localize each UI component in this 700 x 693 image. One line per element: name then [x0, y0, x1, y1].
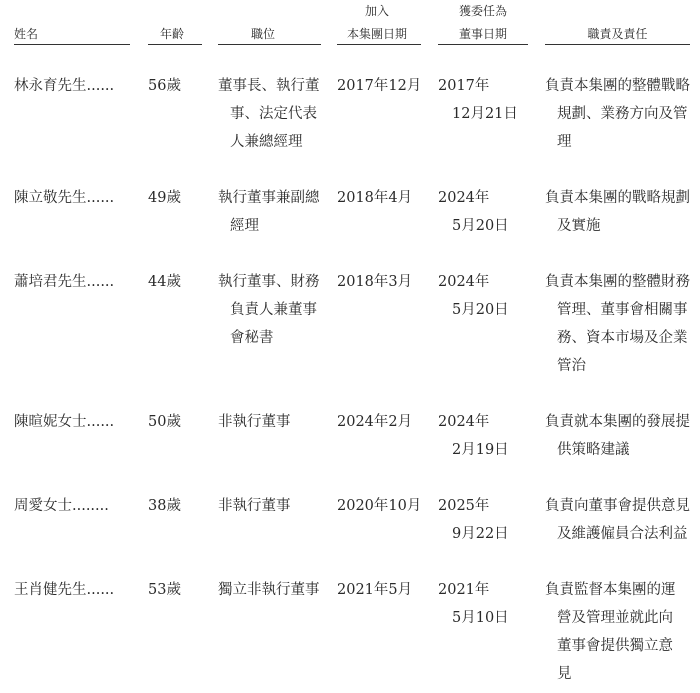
appointment-date: [438, 576, 534, 632]
director-position: [218, 408, 328, 436]
rule-appoint: [438, 44, 528, 45]
director-duty: [545, 408, 695, 464]
appointment-date: [438, 408, 534, 464]
header-appoint-line2: 董事日期: [458, 27, 507, 41]
director-name: 陳暄妮女士......: [14, 414, 115, 430]
director-position-line: 執行董事兼副總: [218, 190, 320, 206]
appointment-date-line: 2月19日: [452, 442, 509, 458]
appointment-date-line: 12月21日: [452, 106, 518, 122]
header-join-line2: 本集團日期: [346, 27, 407, 41]
appointment-date-line: 2024年: [438, 190, 490, 206]
director-name: 王肖健先生......: [14, 582, 115, 598]
director-name: 周愛女士........: [14, 498, 109, 514]
director-age: 49歲: [148, 190, 181, 206]
director-position: [218, 72, 328, 156]
director-duty-line: 供策略建議: [557, 442, 630, 458]
director-position: [218, 492, 328, 520]
director-position-line: 獨立非執行董事: [218, 582, 320, 598]
director-duty-line: 務、資本市場及企業: [557, 330, 688, 346]
header-name: 姓名: [14, 27, 39, 41]
appointment-date-line: 5月20日: [452, 218, 509, 234]
director-age: 50歲: [148, 414, 181, 430]
director-position: [218, 576, 328, 604]
director-duty-line: 董事會提供獨立意: [557, 638, 673, 654]
director-duty-line: 負責監督本集團的運: [545, 582, 676, 598]
appointment-date-line: 5月20日: [452, 302, 509, 318]
join-date: 2018年3月: [337, 274, 413, 290]
director-age: 53歲: [148, 582, 181, 598]
director-duty: [545, 268, 695, 380]
director-age: 56歲: [148, 78, 181, 94]
appointment-date-line: 9月22日: [452, 526, 509, 542]
director-duty-line: 規劃、業務方向及管: [557, 106, 688, 122]
appointment-date-line: 5月10日: [452, 610, 509, 626]
join-date: 2017年12月: [337, 78, 422, 94]
director-position-line: 經理: [230, 218, 259, 234]
rule-position: [218, 44, 321, 45]
director-duty-line: 負責向董事會提供意見: [545, 498, 690, 514]
director-duty-line: 負責本集團的戰略規劃: [545, 190, 690, 206]
director-duty-line: 負責就本集團的發展提: [545, 414, 690, 430]
appointment-date: [438, 184, 534, 240]
director-duty: [545, 492, 695, 548]
join-date: 2021年5月: [337, 582, 413, 598]
director-position-line: 非執行董事: [218, 414, 291, 430]
rule-age: [148, 44, 202, 45]
director-duty-line: 見: [557, 666, 572, 682]
appointment-date-line: 2024年: [438, 274, 490, 290]
director-name: 林永育先生......: [14, 78, 115, 94]
rule-duty: [545, 44, 690, 45]
appointment-date: [438, 72, 534, 128]
director-position-line: 執行董事、財務: [218, 274, 320, 290]
director-position-line: 會秘書: [230, 330, 274, 346]
header-appoint-line1: 獲委任為: [458, 4, 507, 18]
appointment-date: [438, 492, 534, 548]
director-duty-line: 管理、董事會相關事: [557, 302, 688, 318]
director-name: 蕭培君先生......: [14, 274, 115, 290]
director-duty-line: 負責本集團的整體財務: [545, 274, 690, 290]
rule-join: [337, 44, 421, 45]
header-duty: 職責及責任: [587, 27, 648, 41]
director-position-line: 事、法定代表: [230, 106, 317, 122]
join-date: 2020年10月: [337, 498, 422, 514]
director-name: 陳立敬先生......: [14, 190, 115, 206]
join-date: 2024年2月: [337, 414, 413, 430]
director-duty: [545, 72, 695, 156]
director-position-line: 人兼總經理: [230, 134, 303, 150]
director-position: [218, 268, 328, 352]
director-duty-line: 及維護僱員合法利益: [557, 526, 688, 542]
director-age: 44歲: [148, 274, 181, 290]
appointment-date-line: 2021年: [438, 582, 490, 598]
director-duty-line: 及實施: [557, 218, 601, 234]
director-position-line: 非執行董事: [218, 498, 291, 514]
join-date: 2018年4月: [337, 190, 413, 206]
rule-name: [14, 44, 130, 45]
director-duty-line: 理: [557, 134, 572, 150]
appointment-date: [438, 268, 534, 324]
director-position-line: 董事長、執行董: [218, 78, 320, 94]
appointment-date-line: 2017年: [438, 78, 490, 94]
appointment-date-line: 2025年: [438, 498, 490, 514]
header-position: 職位: [251, 27, 276, 41]
director-duty-line: 管治: [557, 358, 586, 374]
director-duty-line: 負責本集團的整體戰略: [545, 78, 690, 94]
director-position: [218, 184, 328, 240]
director-position-line: 負責人兼董事: [230, 302, 317, 318]
header-age: 年齡: [160, 27, 185, 41]
director-age: 38歲: [148, 498, 181, 514]
director-duty: [545, 184, 695, 240]
director-duty: [545, 576, 695, 688]
header-join-line1: 加入: [364, 4, 389, 18]
appointment-date-line: 2024年: [438, 414, 490, 430]
director-duty-line: 營及管理並就此向: [557, 610, 673, 626]
